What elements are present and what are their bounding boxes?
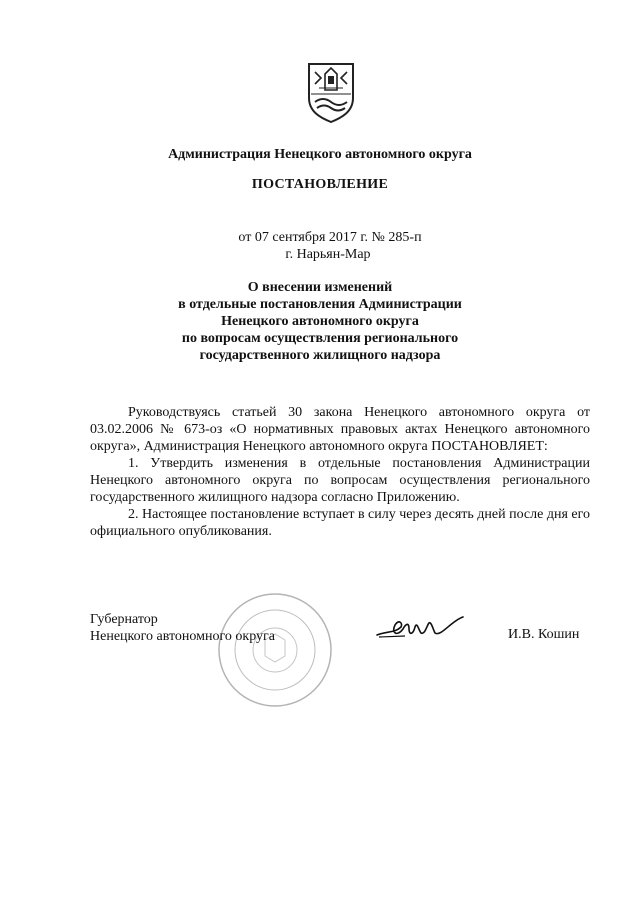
document-title — [0, 279, 640, 364]
position-line: Ненецкого автономного округа — [90, 629, 275, 644]
item-2-paragraph: 2. Настоящее постановление вступает в силу через десять дней после дня его официального опубликования. — [90, 507, 590, 539]
handwritten-signature-icon — [375, 613, 465, 643]
signatory-name: И.В. Кошин — [508, 627, 580, 642]
title-line: по вопросам осуществления регионального — [181, 331, 459, 346]
document-type: ПОСТАНОВЛЕНИЕ — [251, 177, 389, 192]
title-line: в отдельные постановления Администрации — [178, 297, 462, 312]
document-body — [90, 404, 590, 540]
official-seal-icon — [215, 590, 335, 710]
nenets-coat-of-arms-icon — [305, 60, 357, 124]
title-line: государственного жилищного надзора — [199, 348, 441, 363]
preamble-paragraph: Руководствуясь статьей 30 закона Ненецкого автономного округа от 03.02.2006 № 673-оз «О нормативных правовых актах Ненецкого автономного округа», Администрация Ненецкого автономного округа ПОСТАНОВЛЯЕТ: — [90, 405, 590, 454]
title-line: О внесении изменений — [247, 280, 393, 295]
title-line: Ненецкого автономного округа — [221, 314, 419, 329]
position-line: Губернатор — [90, 612, 158, 627]
organization-name: Администрация Ненецкого автономного округа — [168, 147, 472, 162]
item-1-paragraph: 1. Утвердить изменения в отдельные постановления Администрации Ненецкого автономного округа по вопросам осуществления регионального государственного жилищного надзора согласно Приложению. — [90, 456, 590, 505]
place: г. Нарьян-Мар — [285, 247, 371, 262]
date-number: от 07 сентября 2017 г. № 285-п — [238, 230, 422, 245]
signatory-position — [90, 611, 275, 645]
